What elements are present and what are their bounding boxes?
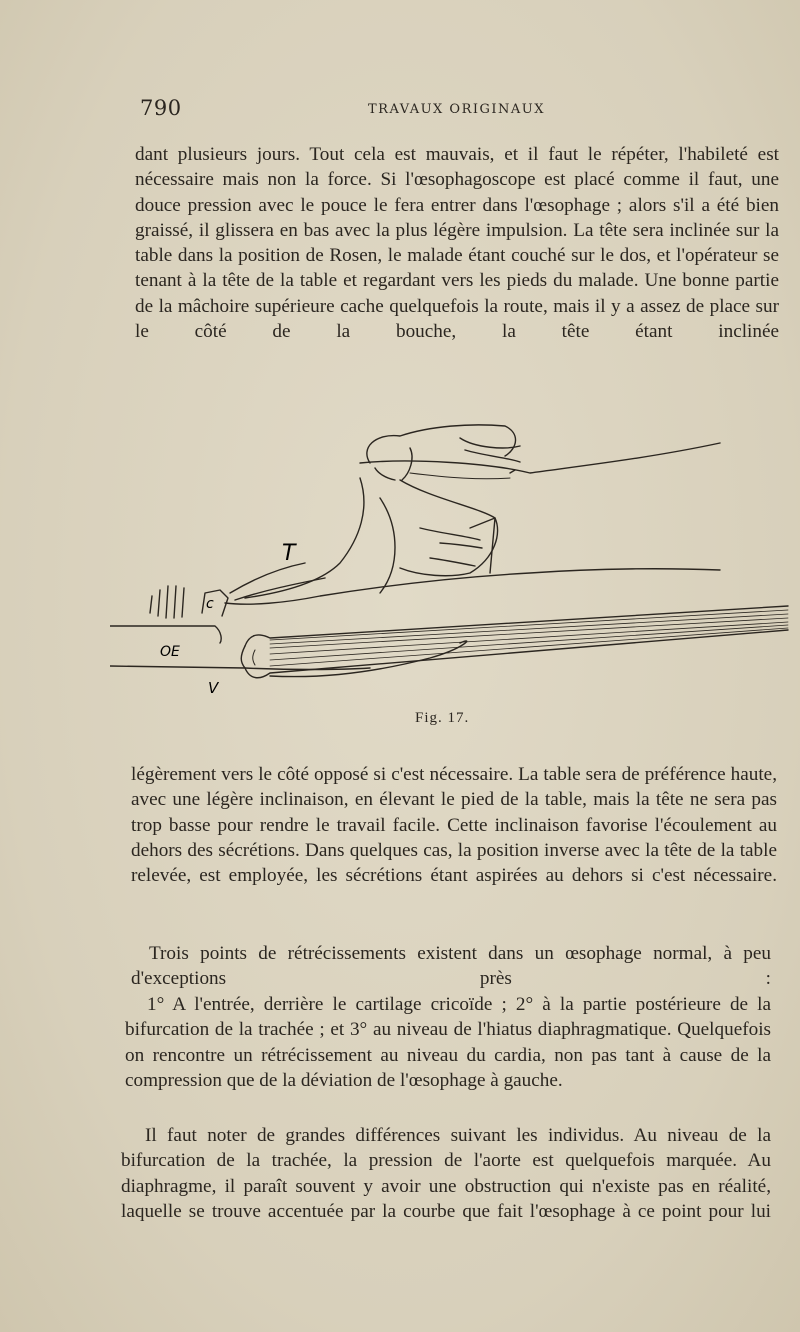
label-v: V <box>208 679 219 697</box>
page-header <box>140 96 780 120</box>
label-oe: OE <box>160 644 180 660</box>
teeth <box>150 586 184 618</box>
figure-caption: Fig. 17. <box>415 710 470 726</box>
paragraph-stricture-points: 1° A l'entrée, derrière le cartilage cricoïde ; 2° à la partie postérieure de la bifurcation de la trachée ; et 3° au niveau de l'hiatus diaphragmatique. Quelquefois on rencontre un rétrécissement au niveau du cardia, non pas tant à cause de la compression que de la déviation de l'œsophage à gauche. <box>125 994 771 1091</box>
page-number: 790 <box>140 96 182 120</box>
arm-outline <box>360 443 720 473</box>
thumb-tip <box>367 425 516 463</box>
label-t: T <box>282 541 296 566</box>
running-head: TRAVAUX ORIGINAUX <box>368 102 546 117</box>
figure-illustration <box>110 418 790 698</box>
label-c: c <box>206 596 214 612</box>
scope-bottom <box>245 630 788 678</box>
paragraph-continuation: dant plusieurs jours. Tout cela est mauvais, et il faut le répéter, l'habileté est nécessaire mais non la force. Si l'œsophagoscope est placé comme il faut, une douce pression avec le pouce le fera entrer dans l'œsophage ; alors s'il a été bien graissé, il glissera en bas avec la plus légère impulsion. La tête sera inclinée sur la table dans la position de Rosen, le malade étant couché sur le dos, et l'opérateur se tenant à la tête de la table et regardant vers les pieds du malade. Une bonne partie de la mâchoire supérieure cache quelquefois la route, mais il y a assez de place sur le côté de la bouche, la tête étant inclinée <box>135 144 779 343</box>
esophagoscope-drawing <box>110 418 790 698</box>
hand-outline <box>245 478 364 598</box>
lower-jaw <box>110 626 221 643</box>
paragraph-stricture-intro: Trois points de rétrécissements existent dans un œsophage normal, à peu d'exceptions près : <box>131 943 771 990</box>
paragraph-differences: Il faut noter de grandes différences suivant les individus. Au niveau de la bifurcation de la trachée, la pression de l'aorte est quelquefois marquée. Au diaphragme, il paraît souvent y avoir une obstruction qui n'existe pas en réalité, laquelle se trouve accentuée par la courbe que fait l'œsophage à ce point pour lui <box>121 1125 771 1222</box>
paragraph-table: légèrement vers le côté opposé si c'est nécessaire. La table sera de préférence haute, avec une légère inclinaison, en élevant le pied de la table, mais la tête ne sera pas trop basse pour rendre le travail facile. Cette inclinaison favorise l'écoulement au dehors des sécrétions. Dans quelques cas, la position inverse avec la tête de la table relevée, est employée, les sécrétions étant aspirées au dehors si c'est nécessaire. <box>131 764 777 887</box>
